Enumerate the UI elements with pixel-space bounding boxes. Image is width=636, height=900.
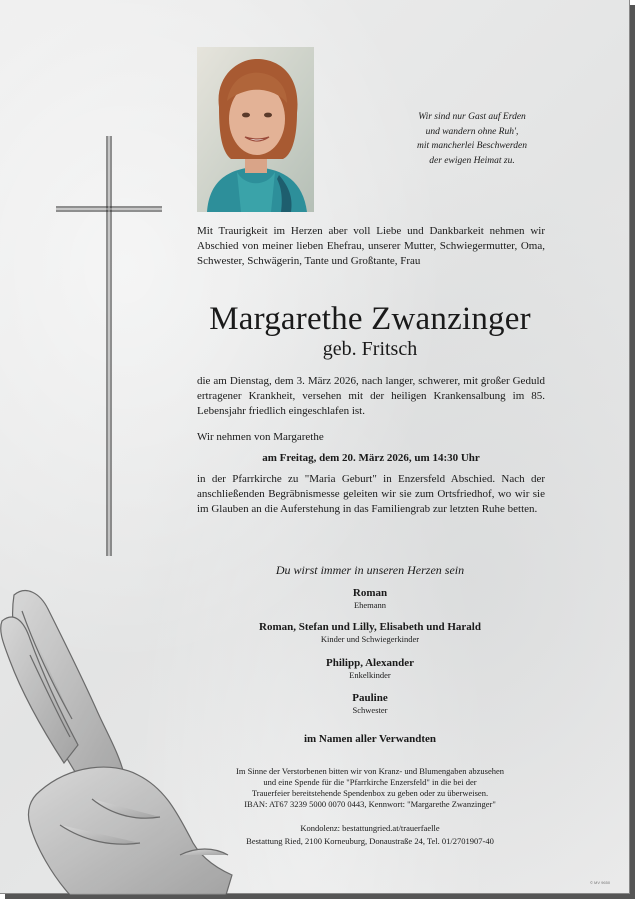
deceased-name: Margarethe Zwanzinger bbox=[209, 301, 531, 337]
donation-line: Im Sinne der Verstorbenen bitten wir von Kranz- und Blumengaben abzusehen bbox=[236, 766, 504, 776]
maiden-name: geb. Fritsch bbox=[322, 338, 418, 360]
copyright-credit: © MV 9650 bbox=[590, 880, 611, 885]
motto: Du wirst immer in unseren Herzen sein bbox=[275, 563, 465, 577]
poem bbox=[372, 110, 572, 168]
mourner-name: Roman, Stefan und Lilly, Elisabeth und Harald bbox=[259, 621, 481, 633]
cross-icon bbox=[56, 136, 166, 556]
relatives-line: im Namen aller Verwandten bbox=[303, 733, 437, 745]
death-announcement: die am Dienstag, dem 3. März 2026, nach langer, schwerer, mit großer Geduld ertragener Krankheit, versehen mit der heiligen Krankensalbung im 85. Lebensjahr friedlich eingeschlafen ist. bbox=[197, 375, 545, 417]
poem-line: mit mancherlei Beschwerden bbox=[417, 141, 527, 151]
mourner-relation: Enkelkinder bbox=[349, 670, 391, 680]
farewell-intro: Wir nehmen von Margarethe bbox=[197, 431, 324, 443]
funeral-date: am Freitag, dem 20. März 2026, um 14:30 Uhr bbox=[262, 452, 480, 464]
poem-line: und wandern ohne Ruh', bbox=[425, 126, 519, 137]
donation-line: IBAN: AT67 3239 5000 0070 0443, Kennwort: "Margarethe Zwanzinger" bbox=[244, 799, 496, 809]
mourner-name: Philipp, Alexander bbox=[325, 657, 415, 669]
mourner-name: Pauline bbox=[352, 692, 388, 704]
portrait-photo bbox=[197, 47, 314, 212]
mourner-relation: Kinder und Schwiegerkinder bbox=[320, 634, 420, 644]
donation-line: und eine Spende für die "Pfarrkirche Enzersfeld" in die bei der bbox=[263, 777, 477, 787]
mourner-relation: Schwester bbox=[352, 705, 388, 715]
mourner-relation: Ehemann bbox=[353, 600, 387, 610]
mourner-name: Roman bbox=[352, 587, 388, 599]
poem-line: der ewigen Heimat zu. bbox=[429, 155, 515, 166]
poem-line: Wir sind nur Gast auf Erden bbox=[418, 112, 526, 122]
ceremony-text: in der Pfarrkirche zu "Maria Geburt" in Enzersfeld Abschied. Nach der anschließenden Begräbnismesse geleiten wir sie zum Ortsfriedhof, wo wir sie im Glauben an die Auferstehung in das Familiengrab zur letzten Ruhe betten. bbox=[197, 473, 545, 515]
praying-hands-icon bbox=[0, 585, 240, 895]
donation-line: Trauerfeier bereitstehende Spendenbox zu geben oder zu überweisen. bbox=[251, 788, 489, 798]
condolence-link: Kondolenz: bestattungried.at/trauerfaelle bbox=[300, 823, 440, 833]
undertaker-address: Bestattung Ried, 2100 Korneuburg, Donaustraße 24, Tel. 01/2701907-40 bbox=[246, 836, 494, 846]
intro-text: Mit Traurigkeit im Herzen aber voll Liebe und Dankbarkeit nehmen wir Abschied von meiner lieben Ehefrau, unserer Mutter, Schwiegermutter, Oma, Schwester, Schwägerin, Tante und Großtante, Frau bbox=[197, 225, 545, 267]
